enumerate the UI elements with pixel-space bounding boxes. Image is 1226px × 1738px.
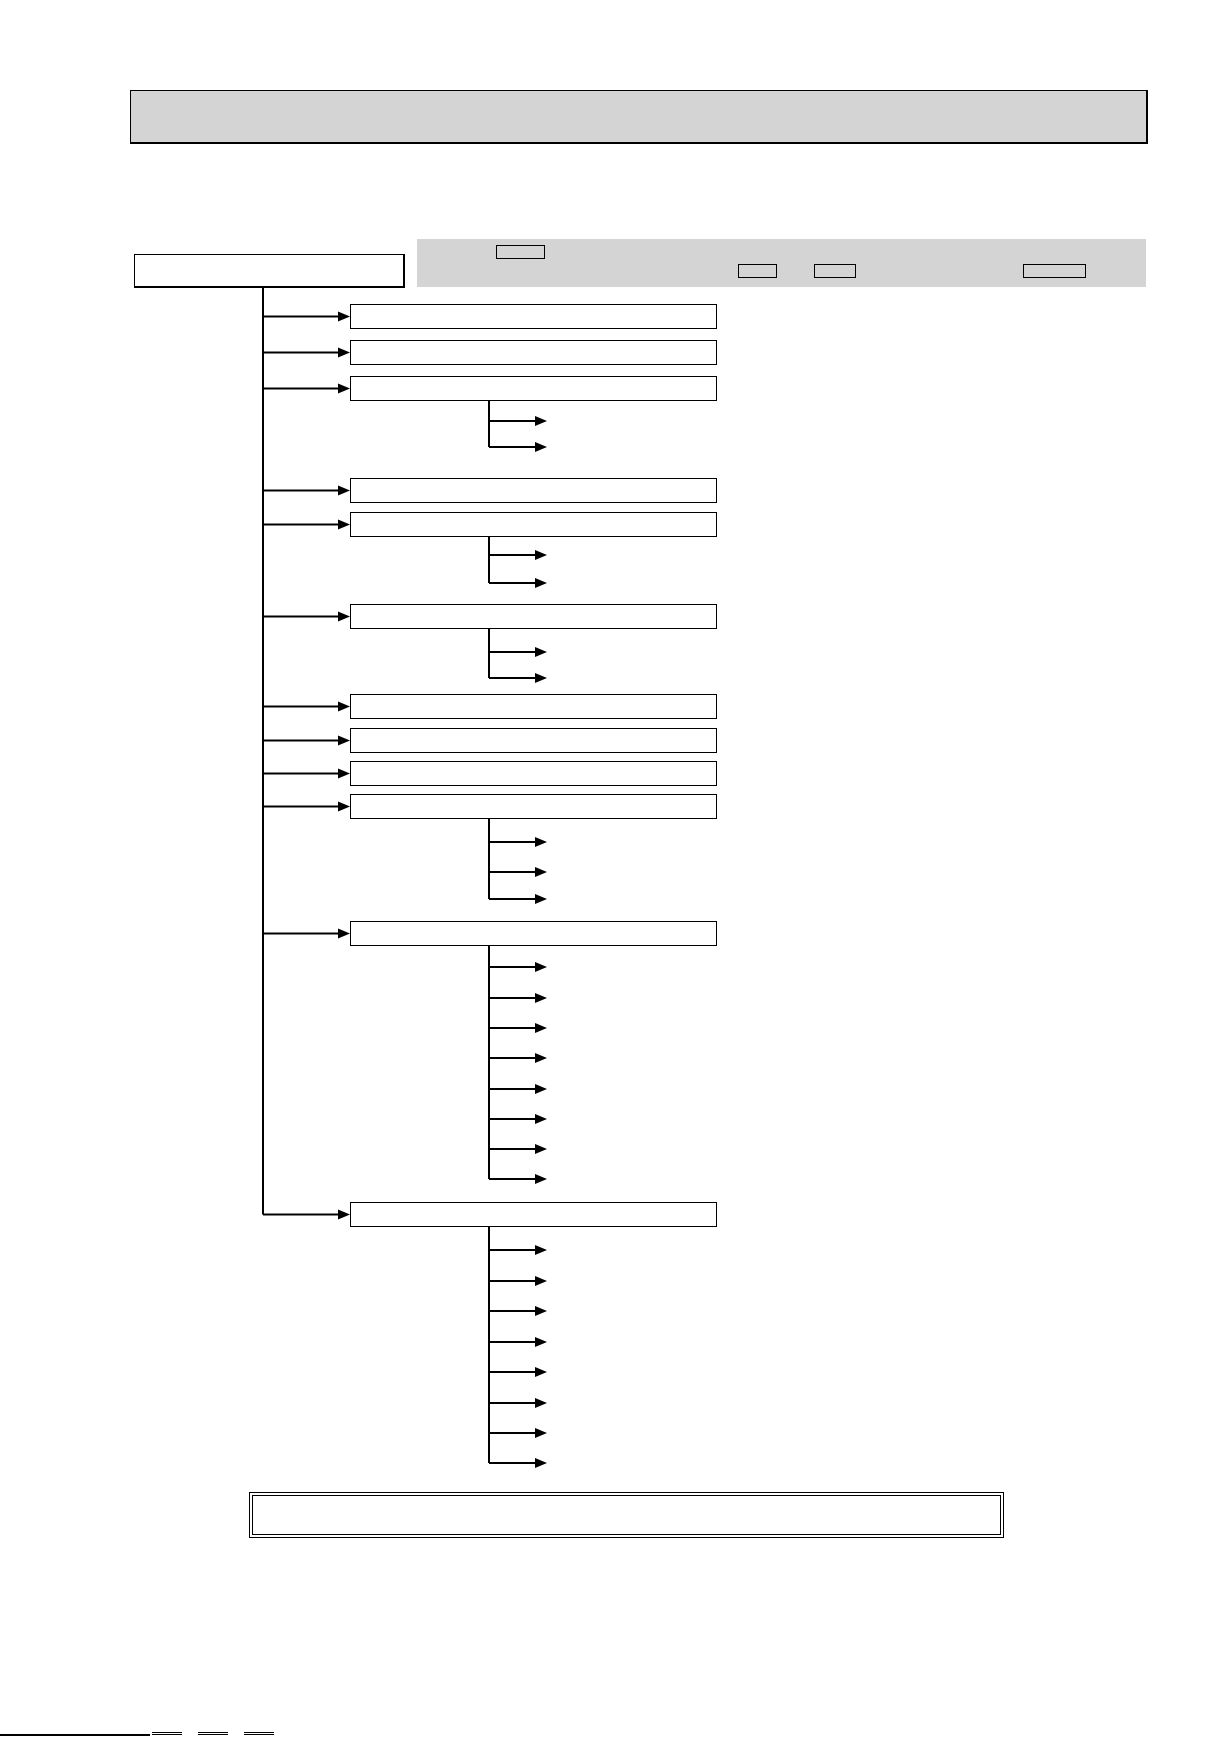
arrow-head-icon — [535, 894, 547, 904]
menu-item-box[interactable] — [350, 761, 717, 786]
arrow-head-icon — [338, 929, 350, 939]
arrow-head-icon — [535, 442, 547, 452]
menu-item-box[interactable] — [350, 921, 717, 946]
arrow-head-icon — [338, 384, 350, 394]
arrow-head-icon — [338, 312, 350, 322]
arrow-head-icon — [535, 1398, 547, 1408]
arrow-head-icon — [535, 578, 547, 588]
arrow-head-icon — [338, 486, 350, 496]
arrow-head-icon — [535, 1367, 547, 1377]
arrow-head-icon — [535, 1084, 547, 1094]
arrow-head-icon — [338, 769, 350, 779]
footer-marks — [152, 1732, 274, 1735]
arrow-head-icon — [535, 1174, 547, 1184]
menu-item-box[interactable] — [350, 694, 717, 719]
arrow-head-icon — [535, 1458, 547, 1468]
arrow-head-icon — [535, 1023, 547, 1033]
menu-item-box[interactable] — [350, 340, 717, 365]
menu-item-box[interactable] — [350, 304, 717, 329]
menu-item-box[interactable] — [350, 604, 717, 629]
arrow-head-icon — [535, 1245, 547, 1255]
arrow-head-icon — [535, 673, 547, 683]
arrow-head-icon — [535, 962, 547, 972]
menu-item-box[interactable] — [350, 728, 717, 753]
arrow-head-icon — [535, 867, 547, 877]
arrow-head-icon — [535, 1306, 547, 1316]
arrow-head-icon — [338, 802, 350, 812]
arrow-head-icon — [535, 1276, 547, 1286]
menu-item-box[interactable] — [350, 376, 717, 401]
arrow-head-icon — [535, 416, 547, 426]
footer-mark — [152, 1732, 182, 1735]
arrow-head-icon — [535, 1337, 547, 1347]
arrow-head-icon — [535, 837, 547, 847]
arrow-head-icon — [338, 348, 350, 358]
bottom-note-box — [249, 1492, 1004, 1538]
arrow-head-icon — [338, 702, 350, 712]
arrow-head-icon — [338, 1210, 350, 1220]
arrow-head-icon — [535, 1144, 547, 1154]
footer-mark — [198, 1732, 228, 1735]
arrow-head-icon — [338, 520, 350, 530]
arrow-head-icon — [535, 1053, 547, 1063]
menu-item-box[interactable] — [350, 1202, 717, 1227]
footer-mark — [244, 1732, 274, 1735]
arrow-head-icon — [535, 1428, 547, 1438]
menu-item-box[interactable] — [350, 794, 717, 819]
footer-rule — [0, 1734, 150, 1736]
arrow-head-icon — [535, 993, 547, 1003]
arrow-head-icon — [338, 736, 350, 746]
arrow-head-icon — [338, 612, 350, 622]
arrow-head-icon — [535, 550, 547, 560]
arrow-head-icon — [535, 1114, 547, 1124]
arrow-head-icon — [535, 647, 547, 657]
menu-item-box[interactable] — [350, 512, 717, 537]
menu-item-box[interactable] — [350, 478, 717, 503]
